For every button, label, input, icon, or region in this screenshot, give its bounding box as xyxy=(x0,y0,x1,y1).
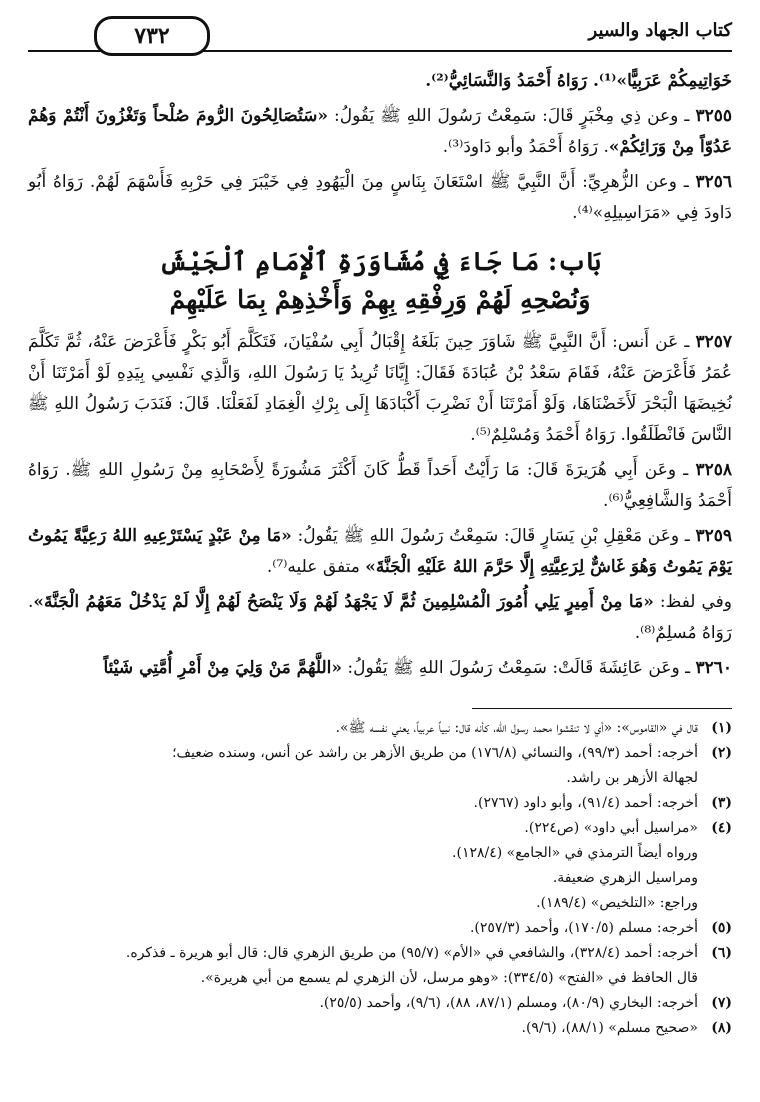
footnote: (١) قال في «القاموس»: «أي لا تنقشوا محمد رسول الله، كأنه قال: نبياً عربياً، يعني نفسه ﷺ». xyxy=(335,720,732,736)
hadith-3255: ٣٢٥٥ ـ وعن ذِي مِخْبَرٍ قَالَ: سَمِعْتُ رَسُولَ اللهِ ﷺ يَقُولُ: «سَتُصَالِحُونَ الرُّومَ صُلْحاً وَتَغْزُونَ أَنْتُمْ وَهُمْ عَدُوّاً مِنْ وَرَائِكُمْ». رَوَاهُ أَحْمَدُ وأبو دَاودَ⁽³⁾. xyxy=(28,106,732,157)
hadith-number: ٣٢٥٧ xyxy=(695,332,732,352)
page-header xyxy=(28,14,732,54)
hadith-quote: «سَتُصَالِحُونَ الرُّومَ صُلْحاً وَتَغْزُونَ أَنْتُمْ وَهُمْ عَدُوّاً مِنْ وَرَائِكُمْ» xyxy=(28,106,732,157)
main-text xyxy=(28,66,732,688)
footnote-continuation: لجهالة الأزهر بن راشد. xyxy=(566,770,698,786)
hadith-number: ٣٢٥٥ xyxy=(695,106,732,126)
footnote-continuation: ورواه أيضاً الترمذي في «الجامع» (١٢٨/٤). xyxy=(452,845,698,861)
page-number: ٧٣٢ xyxy=(94,16,210,56)
hadith-3258: ٣٢٥٨ ـ وعَن أَبِي هُرَيرَةَ قَالَ: مَا رَأَيْتُ أَحَداً قَطُّ كَانَ أَكْثَرَ مَشُورَةً لِأَصْحَابِهِ مِنْ رَسُولِ اللهِ ﷺ. رَوَاهُ أَحْمَدُ وَالشَّافِعِيُّ⁽⁶⁾. xyxy=(28,460,732,511)
hadith-3257: ٣٢٥٧ ـ عَن أَنس: أَنَّ النَّبِيَّ ﷺ شَاوَرَ حِينَ بَلَغَهُ إِقْبَالُ أَبِي سُفْيَانَ، فَتَكَلَّمَ أَبُو بَكْرٍ فَأَعْرَضَ عَنْهُ، ثُمَّ تَكَلَّمَ عُمَرُ فَأَعْرَضَ عَنْهُ، فَقَامَ سَعْدُ بْنُ عُبَادَةَ فَقَالَ: إِيَّانَا تُرِيدُ يَا رَسُولَ اللهِ، وَالَّذِي نَفْسِي بِيَدِهِ لَوْ أَمَرْتَنَا أَنْ نُخِيضَهَا الْبَحْرَ لَأَخَضْنَاهَا، وَلَوْ أَمَرْتَنَا أَنْ نَضْرِبَ أَكْبَادَهَا إِلَى بِرْكِ الْغِمَادِ لَفَعَلْنَا. قَالَ: فَنَدَبَ رَسُولُ اللهِ ﷺ النَّاسَ فَانْطَلَقُوا. رَوَاهُ أَحْمَدُ وَمُسْلِمٌ⁽⁵⁾. xyxy=(28,332,732,445)
hadith-quote: «مَا مِنْ عَبْدٍ يَسْتَرْعِيهِ اللهُ رَعِيَّةً يَمُوتُ يَوْمَ يَمُوتُ وَهُوَ غَاشٌّ لِرَعِيَّتِهِ إِلَّا حَرَّمَ اللهُ عَلَيْهِ الْجَنَّةَ» xyxy=(28,526,732,577)
hadith-number: ٣٢٦٠ xyxy=(695,658,732,678)
footnote: (٢) أخرجه: أحمد (٩٩/٣)، والنسائي (١٧٦/٨) من طريق الأزهر بن راشد عن أنس، وسنده ضعيف؛ xyxy=(172,745,732,761)
continued-line: خَوَاتِيمِكُمْ عَرَبِيًّا»⁽¹⁾. رَوَاهُ أَحْمَدُ وَالنَّسَائِيُّ⁽²⁾. xyxy=(425,71,732,91)
hadith-number: ٣٢٥٨ xyxy=(695,460,732,480)
footnote-continuation: ومراسيل الزهري ضعيفة. xyxy=(552,870,698,886)
footnote: (٤) «مراسيل أبي داود» (ص٢٢٤). xyxy=(524,820,732,836)
hadith-3259-variant: وفي لفظ: «مَا مِنْ أَمِيرٍ يَلِي أُمُورَ الْمُسْلِمِينَ ثُمَّ لَا يَجْهَدُ لَهُمْ وَلَا يَنْصَحُ لَهُمْ إِلَّا لَمْ يَدْخُلْ مَعَهُمُ الْجَنَّةَ». رَوَاهُ مُسلِمٌ⁽⁸⁾. xyxy=(28,592,732,643)
footnotes xyxy=(28,716,732,1041)
footnote-separator xyxy=(472,708,732,709)
footnote: (٥) أخرجه: مسلم (١٧٠/٥)، وأحمد (٢٥٧/٣). xyxy=(469,920,732,936)
hadith-3259: ٣٢٥٩ ـ وعَن مَعْقِلِ بْنِ يَسَارٍ قَالَ: سَمِعْتُ رَسُولَ اللهِ ﷺ يَقُولُ: «مَا مِنْ عَبْدٍ يَسْتَرْعِيهِ اللهُ رَعِيَّةً يَمُوتُ يَوْمَ يَمُوتُ وَهُوَ غَاشٌّ لِرَعِيَّتِهِ إِلَّا حَرَّمَ اللهُ عَلَيْهِ الْجَنَّةَ» متفق عليه⁽⁷⁾. xyxy=(28,526,732,577)
footnote: (٨) «صحيح مسلم» (٨٨/١)، (٩/٦). xyxy=(521,1020,732,1036)
hadith-number: ٣٢٥٦ xyxy=(695,172,732,192)
hadith-3260: ٣٢٦٠ ـ وعَن عَائِشَةَ قَالَتْ: سَمِعْتُ رَسُولَ اللهِ ﷺ يَقُولُ: «اللَّهُمَّ مَنْ وَلِيَ مِنْ أَمْرِ أُمَّتِي شَيْئاً xyxy=(103,658,732,678)
footnote-continuation: قال الحافظ في «الفتح» (٣٣٤/٥): «وهو مرسل، لأن الزهري لم يسمع من أبي هريرة». xyxy=(200,970,698,986)
footnote: (٦) أخرجه: أحمد (٣٢٨/٤)، والشافعي في «الأم» (٩٥/٧) من طريق الزهري قال: قال أبو هريرة ـ فذكره. xyxy=(125,945,732,961)
hadith-3256: ٣٢٥٦ ـ وعن الزُّهرِيِّ: أَنَّ النَّبِيَّ ﷺ اسْتَعَانَ بِنَاسٍ مِنَ الْيَهُودِ فِي خَيْبَرَ فِي حَرْبِهِ فَأَسْهَمَ لَهُمْ. رَوَاهُ أَبُو دَاودَ فِي «مَرَاسِيلِهِ»⁽⁴⁾. xyxy=(28,172,732,223)
hadith-quote: «اللَّهُمَّ مَنْ وَلِيَ مِنْ أَمْرِ أُمَّتِي شَيْئاً xyxy=(103,658,342,678)
hadith-quote: «مَا مِنْ أَمِيرٍ يَلِي أُمُورَ الْمُسْلِمِينَ ثُمَّ لَا يَجْهَدُ لَهُمْ وَلَا يَنْصَحُ لَهُمْ إِلَّا لَمْ يَدْخُلْ مَعَهُمُ الْجَنَّةَ» xyxy=(33,592,654,612)
running-title: كتاب الجهاد والسير xyxy=(588,20,732,41)
hadith-number: ٣٢٥٩ xyxy=(695,526,732,546)
footnote: (٧) أخرجه: البخاري (٨٠/٩)، ومسلم (٨٧/١، ٨٨)، (٩/٦)، وأحمد (٢٥/٥). xyxy=(319,995,732,1011)
chapter-heading: بَاب: مَا جَاءَ فِي مُشَاوَرَةِ ٱلْإِمَامِ ٱلْجَيْشَ وَنُصْحِهِ لَهُمْ وَرِفْقِهِ بِهِمْ وَأَخْذِهِمْ بِمَا عَلَيْهِمْ xyxy=(158,247,602,314)
footnote: (٣) أخرجه: أحمد (٩١/٤)، وأبو داود (٢٧٦٧). xyxy=(473,795,732,811)
footnote-continuation: وراجع: «التلخيص» (١٨٩/٤). xyxy=(536,895,698,911)
